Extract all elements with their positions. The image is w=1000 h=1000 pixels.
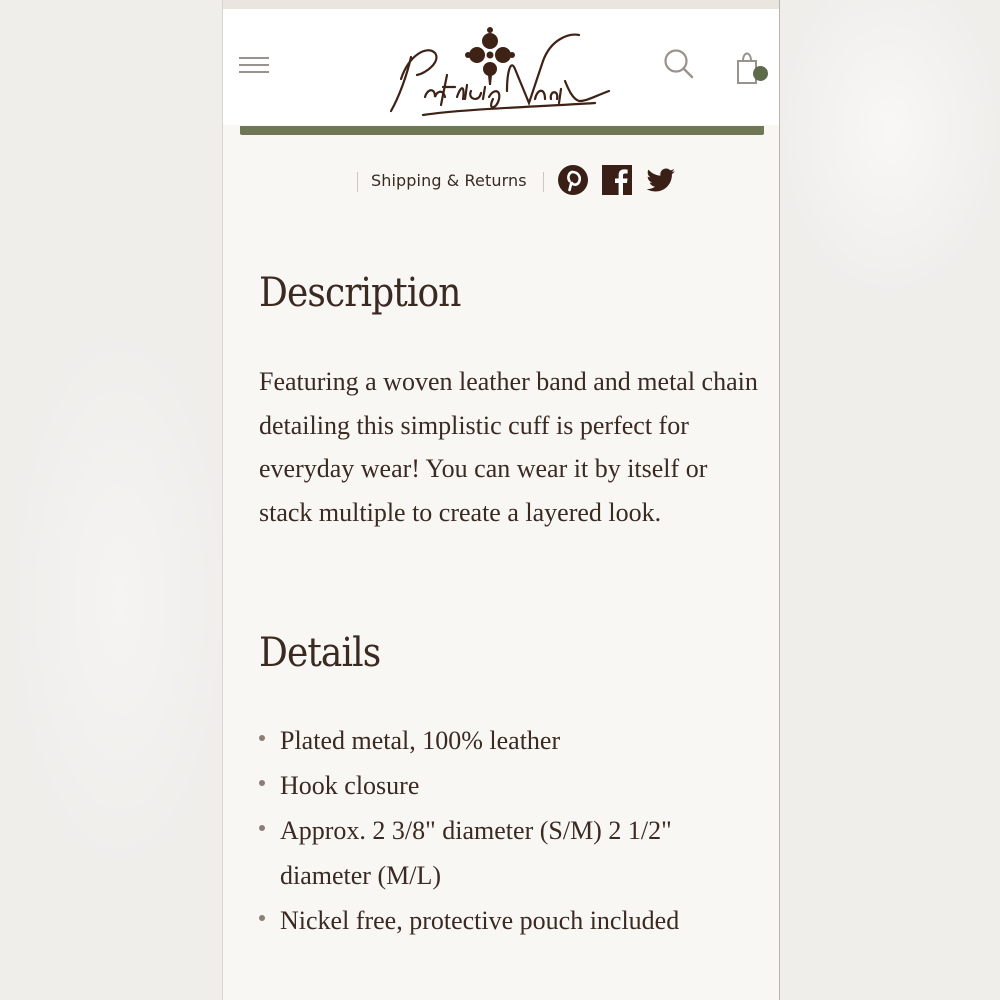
facebook-icon[interactable] [601, 164, 633, 196]
shipping-returns-link[interactable]: Shipping & Returns [371, 171, 527, 190]
mobile-viewport [222, 0, 780, 1000]
cart-indicator-dot [753, 66, 768, 81]
list-item: Nickel free, protective pouch included [259, 898, 739, 943]
list-item: Approx. 2 3/8" diameter (S/M) 2 1/2" diameter (M/L) [259, 808, 739, 898]
divider [357, 172, 358, 192]
details-list [259, 718, 739, 943]
list-item: Hook closure [259, 763, 739, 808]
description-text: Featuring a woven leather band and metal chain detailing this simplistic cuff is perfect for everyday wear! You can wear it by itself or stack multiple to create a layered look. [259, 367, 758, 527]
description-heading: Description [259, 270, 461, 316]
top-strip [223, 0, 779, 9]
twitter-icon[interactable] [645, 164, 677, 196]
patricia-nash-logo[interactable] [383, 19, 623, 119]
list-item: Plated metal, 100% leather [259, 718, 739, 763]
search-icon[interactable] [662, 47, 696, 81]
site-header [223, 9, 779, 125]
divider [543, 172, 544, 192]
pinterest-icon[interactable] [557, 164, 589, 196]
details-heading: Details [259, 630, 381, 676]
hamburger-menu-icon[interactable] [239, 54, 269, 76]
header-accent-bar [240, 126, 764, 135]
share-bar [223, 160, 779, 200]
